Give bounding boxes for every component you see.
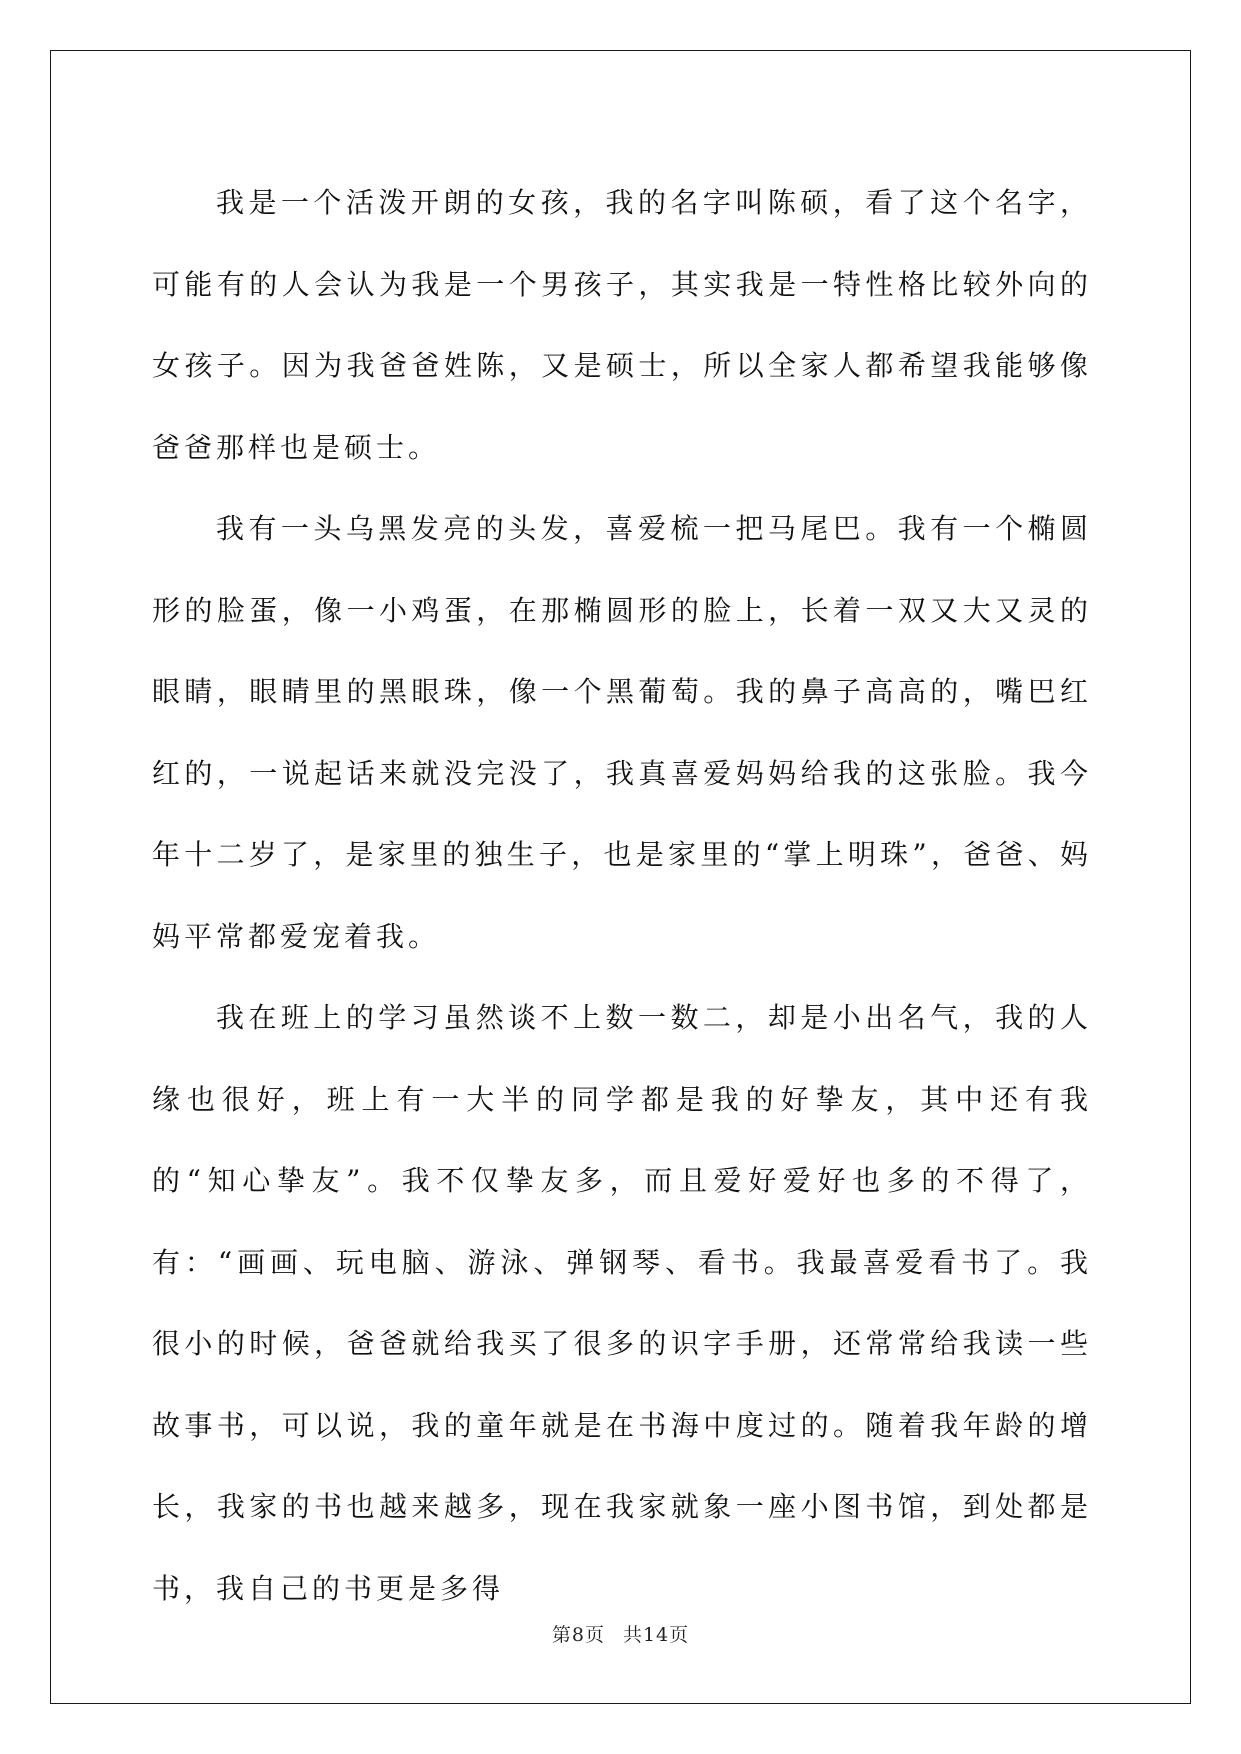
paragraph-2: 我有一头乌黑发亮的头发，喜爱梳一把马尾巴。我有一个椭圆形的脸蛋，像一小鸡蛋，在那椭圆形的脸上，长着一双又大又灵的眼睛，眼睛里的黑眼珠，像一个黑葡萄。我的鼻子高高的，嘴巴红红的，一说起话来就没完没了，我真喜爱妈妈给我的这张脸。我今年十二岁了，是家里的独生子，也是家里的“掌上明珠”，爸爸、妈妈平常都爱宠着我。 — [152, 512, 1092, 953]
document-body — [152, 162, 1092, 1629]
paragraph-1: 我是一个活泼开朗的女孩，我的名字叫陈硕，看了这个名字，可能有的人会认为我是一个男孩子，其实我是一特性格比较外向的女孩子。因为我爸爸姓陈，又是硕士，所以全家人都希望我能够像爸爸那样也是硕士。 — [152, 186, 1092, 464]
page-total: 共14页 — [622, 1624, 690, 1646]
paragraph-3: 我在班上的学习虽然谈不上数一数二，却是小出名气，我的人缘也很好，班上有一大半的同学都是我的好挚友，其中还有我的“知心挚友”。我不仅挚友多，而且爱好爱好也多的不得了，有：“画画、玩电脑、游泳、弹钢琴、看书。我最喜爱看书了。我很小的时候，爸爸就给我买了很多的识字手册，还常常给我读一些故事书，可以说，我的童年就是在书海中度过的。随着我年龄的增长，我家的书也越来越多，现在我家就象一座小图书馆，到处都是书，我自己的书更是多得 — [152, 1001, 1092, 1605]
page-number: 第8页 — [551, 1624, 605, 1646]
page-footer — [0, 1620, 1241, 1647]
